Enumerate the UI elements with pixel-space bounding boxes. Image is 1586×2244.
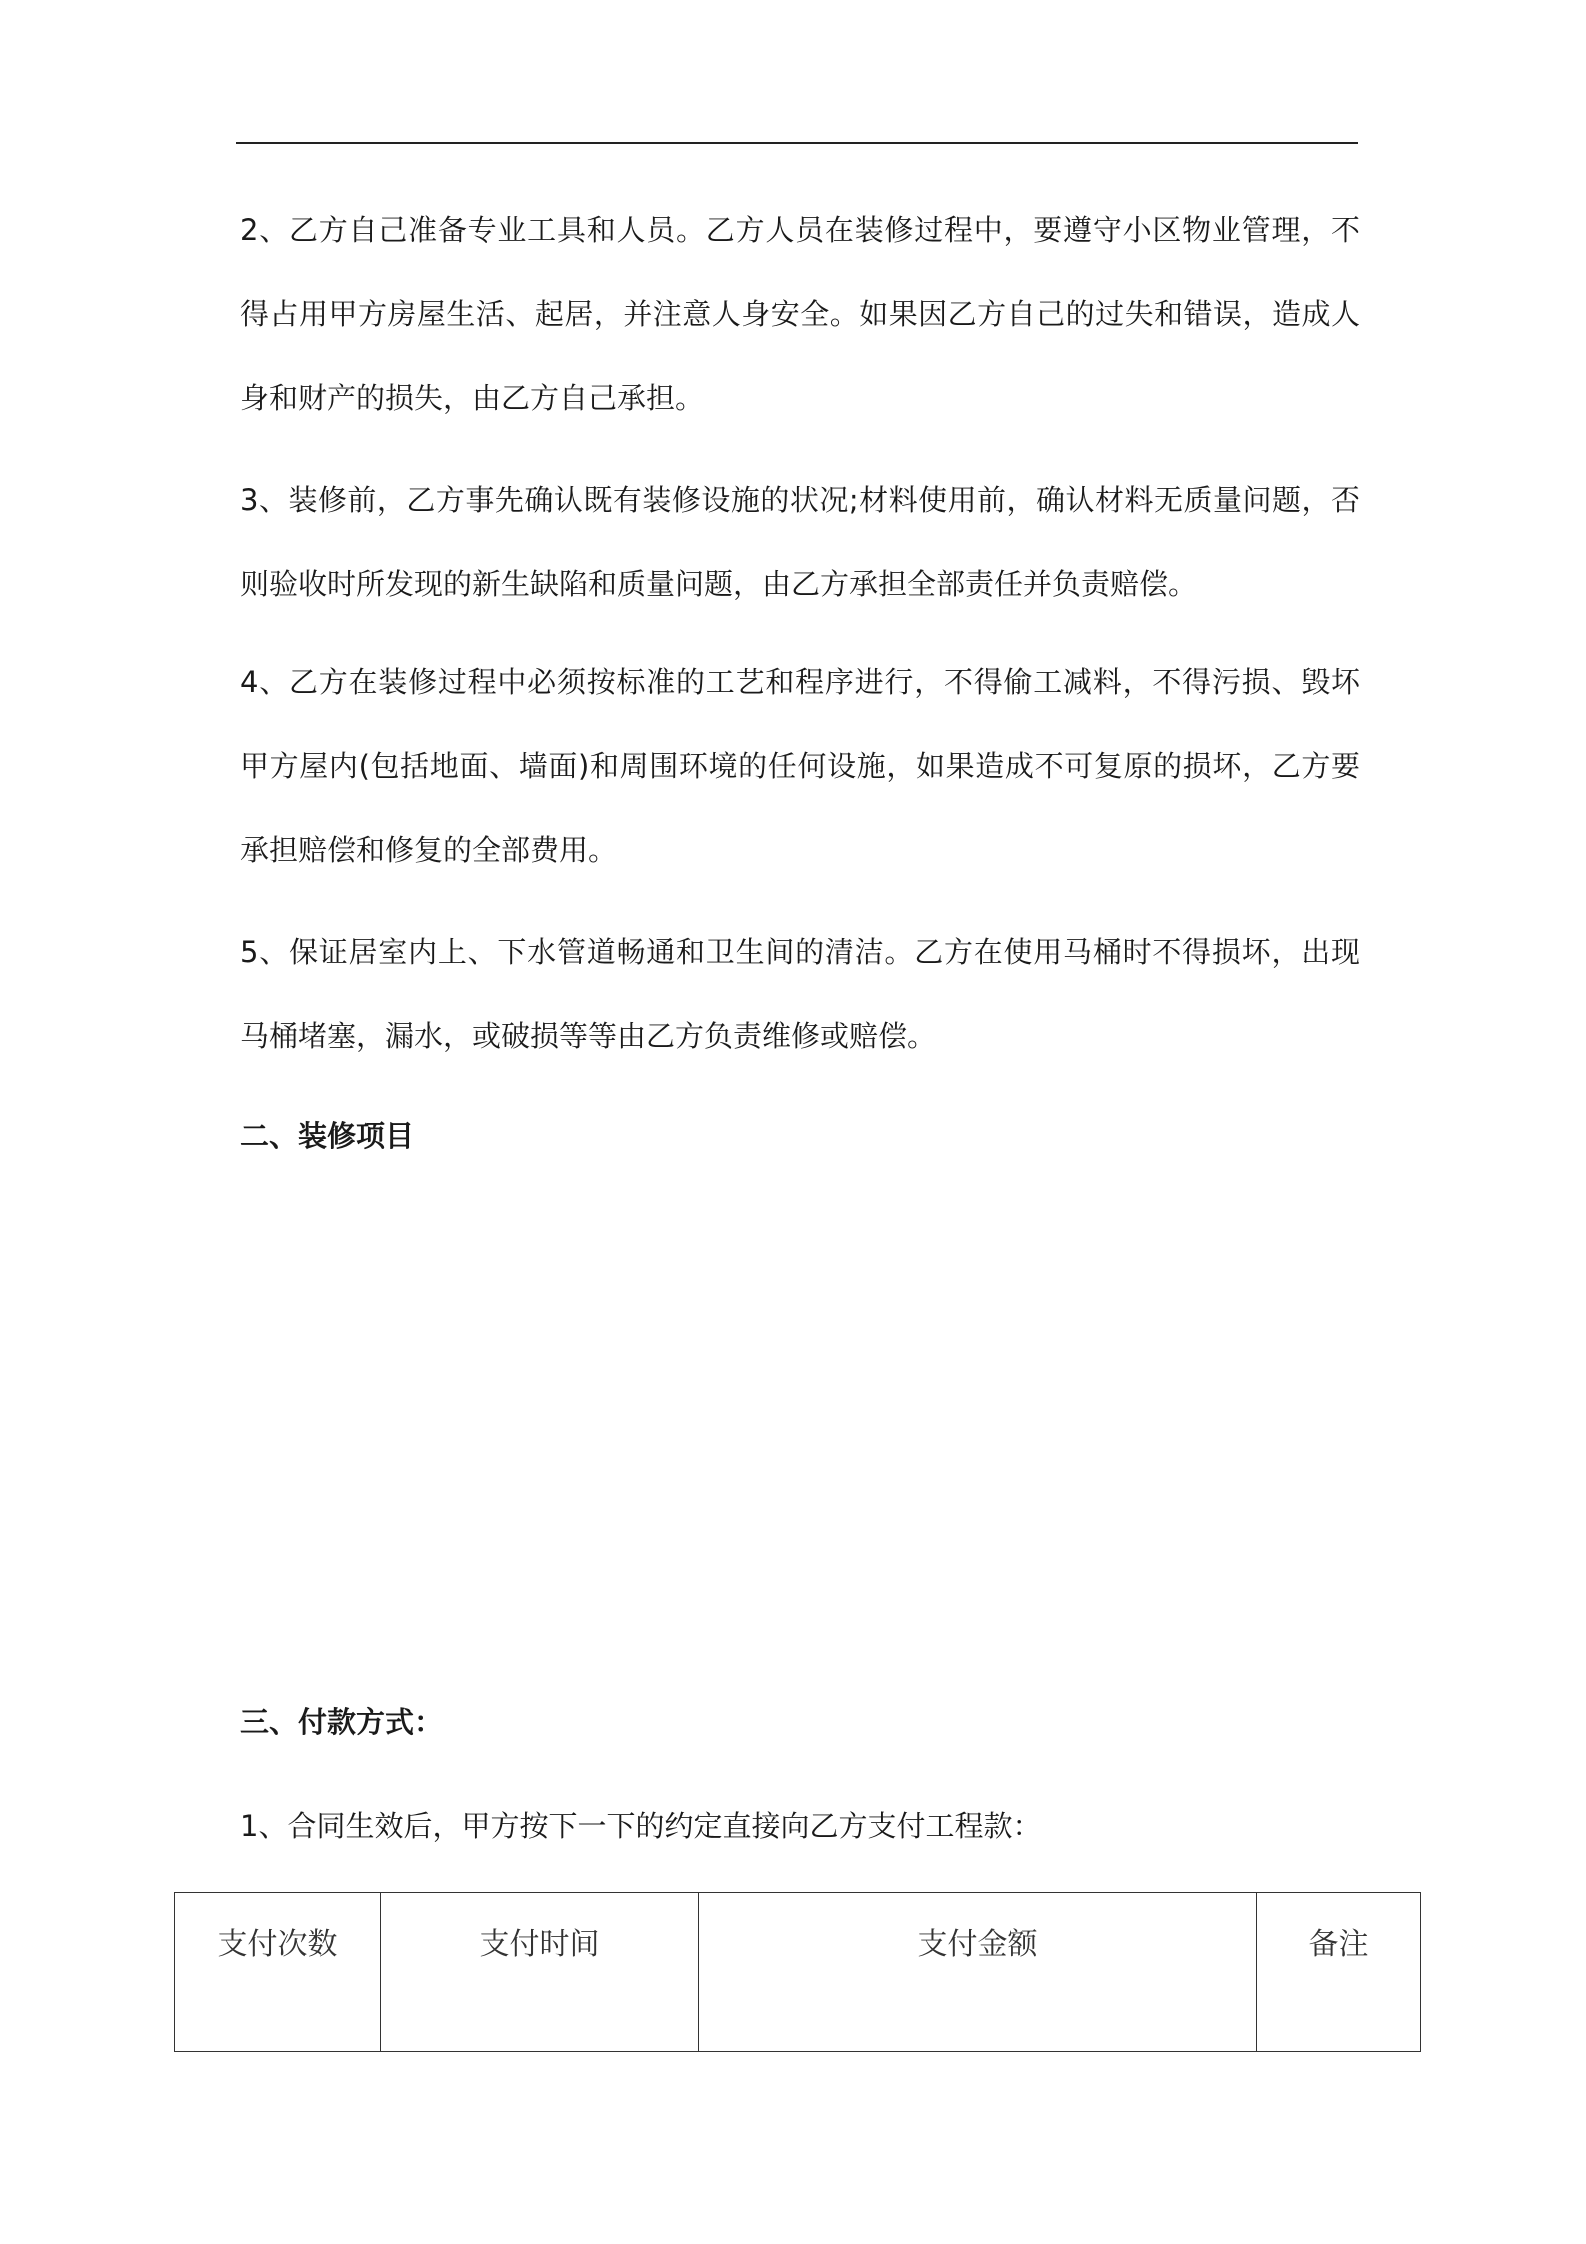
payment-intro-paragraph: 1、合同生效后，甲方按下一下的约定直接向乙方支付工程款： — [240, 1809, 1042, 1843]
section-3-heading: 三、付款方式： — [240, 1705, 444, 1739]
payment-schedule-table — [174, 1892, 1421, 2052]
clause-2-paragraph: 2、乙方自己准备专业工具和人员。乙方人员在装修过程中，要遵守小区物业管理，不得占用甲方房屋生活、起居，并注意人身安全。如果因乙方自己的过失和错误，造成人身和财产的损失，由乙方自己承担。 — [240, 213, 1360, 415]
header-payment-count: 支付次数 — [175, 1893, 381, 2052]
clause-4-paragraph: 4、乙方在装修过程中必须按标准的工艺和程序进行，不得偷工减料，不得污损、毁坏甲方屋内(包括地面、墙面)和周围环境的任何设施，如果造成不可复原的损坏，乙方要承担赔偿和修复的全部费用。 — [240, 665, 1360, 867]
clause-3-paragraph: 3、装修前，乙方事先确认既有装修设施的状况;材料使用前，确认材料无质量问题，否则验收时所发现的新生缺陷和质量问题，由乙方承担全部责任并负责赔偿。 — [240, 483, 1360, 601]
header-remarks: 备注 — [1257, 1893, 1421, 2052]
header-rule — [236, 142, 1358, 144]
header-payment-amount: 支付金额 — [699, 1893, 1257, 2052]
section-2-heading: 二、装修项目 — [240, 1119, 415, 1153]
table-header-row — [175, 1893, 1421, 2052]
clause-5-paragraph: 5、保证居室内上、下水管道畅通和卫生间的清洁。乙方在使用马桶时不得损坏，出现马桶堵塞，漏水，或破损等等由乙方负责维修或赔偿。 — [240, 935, 1360, 1053]
header-payment-time: 支付时间 — [381, 1893, 699, 2052]
